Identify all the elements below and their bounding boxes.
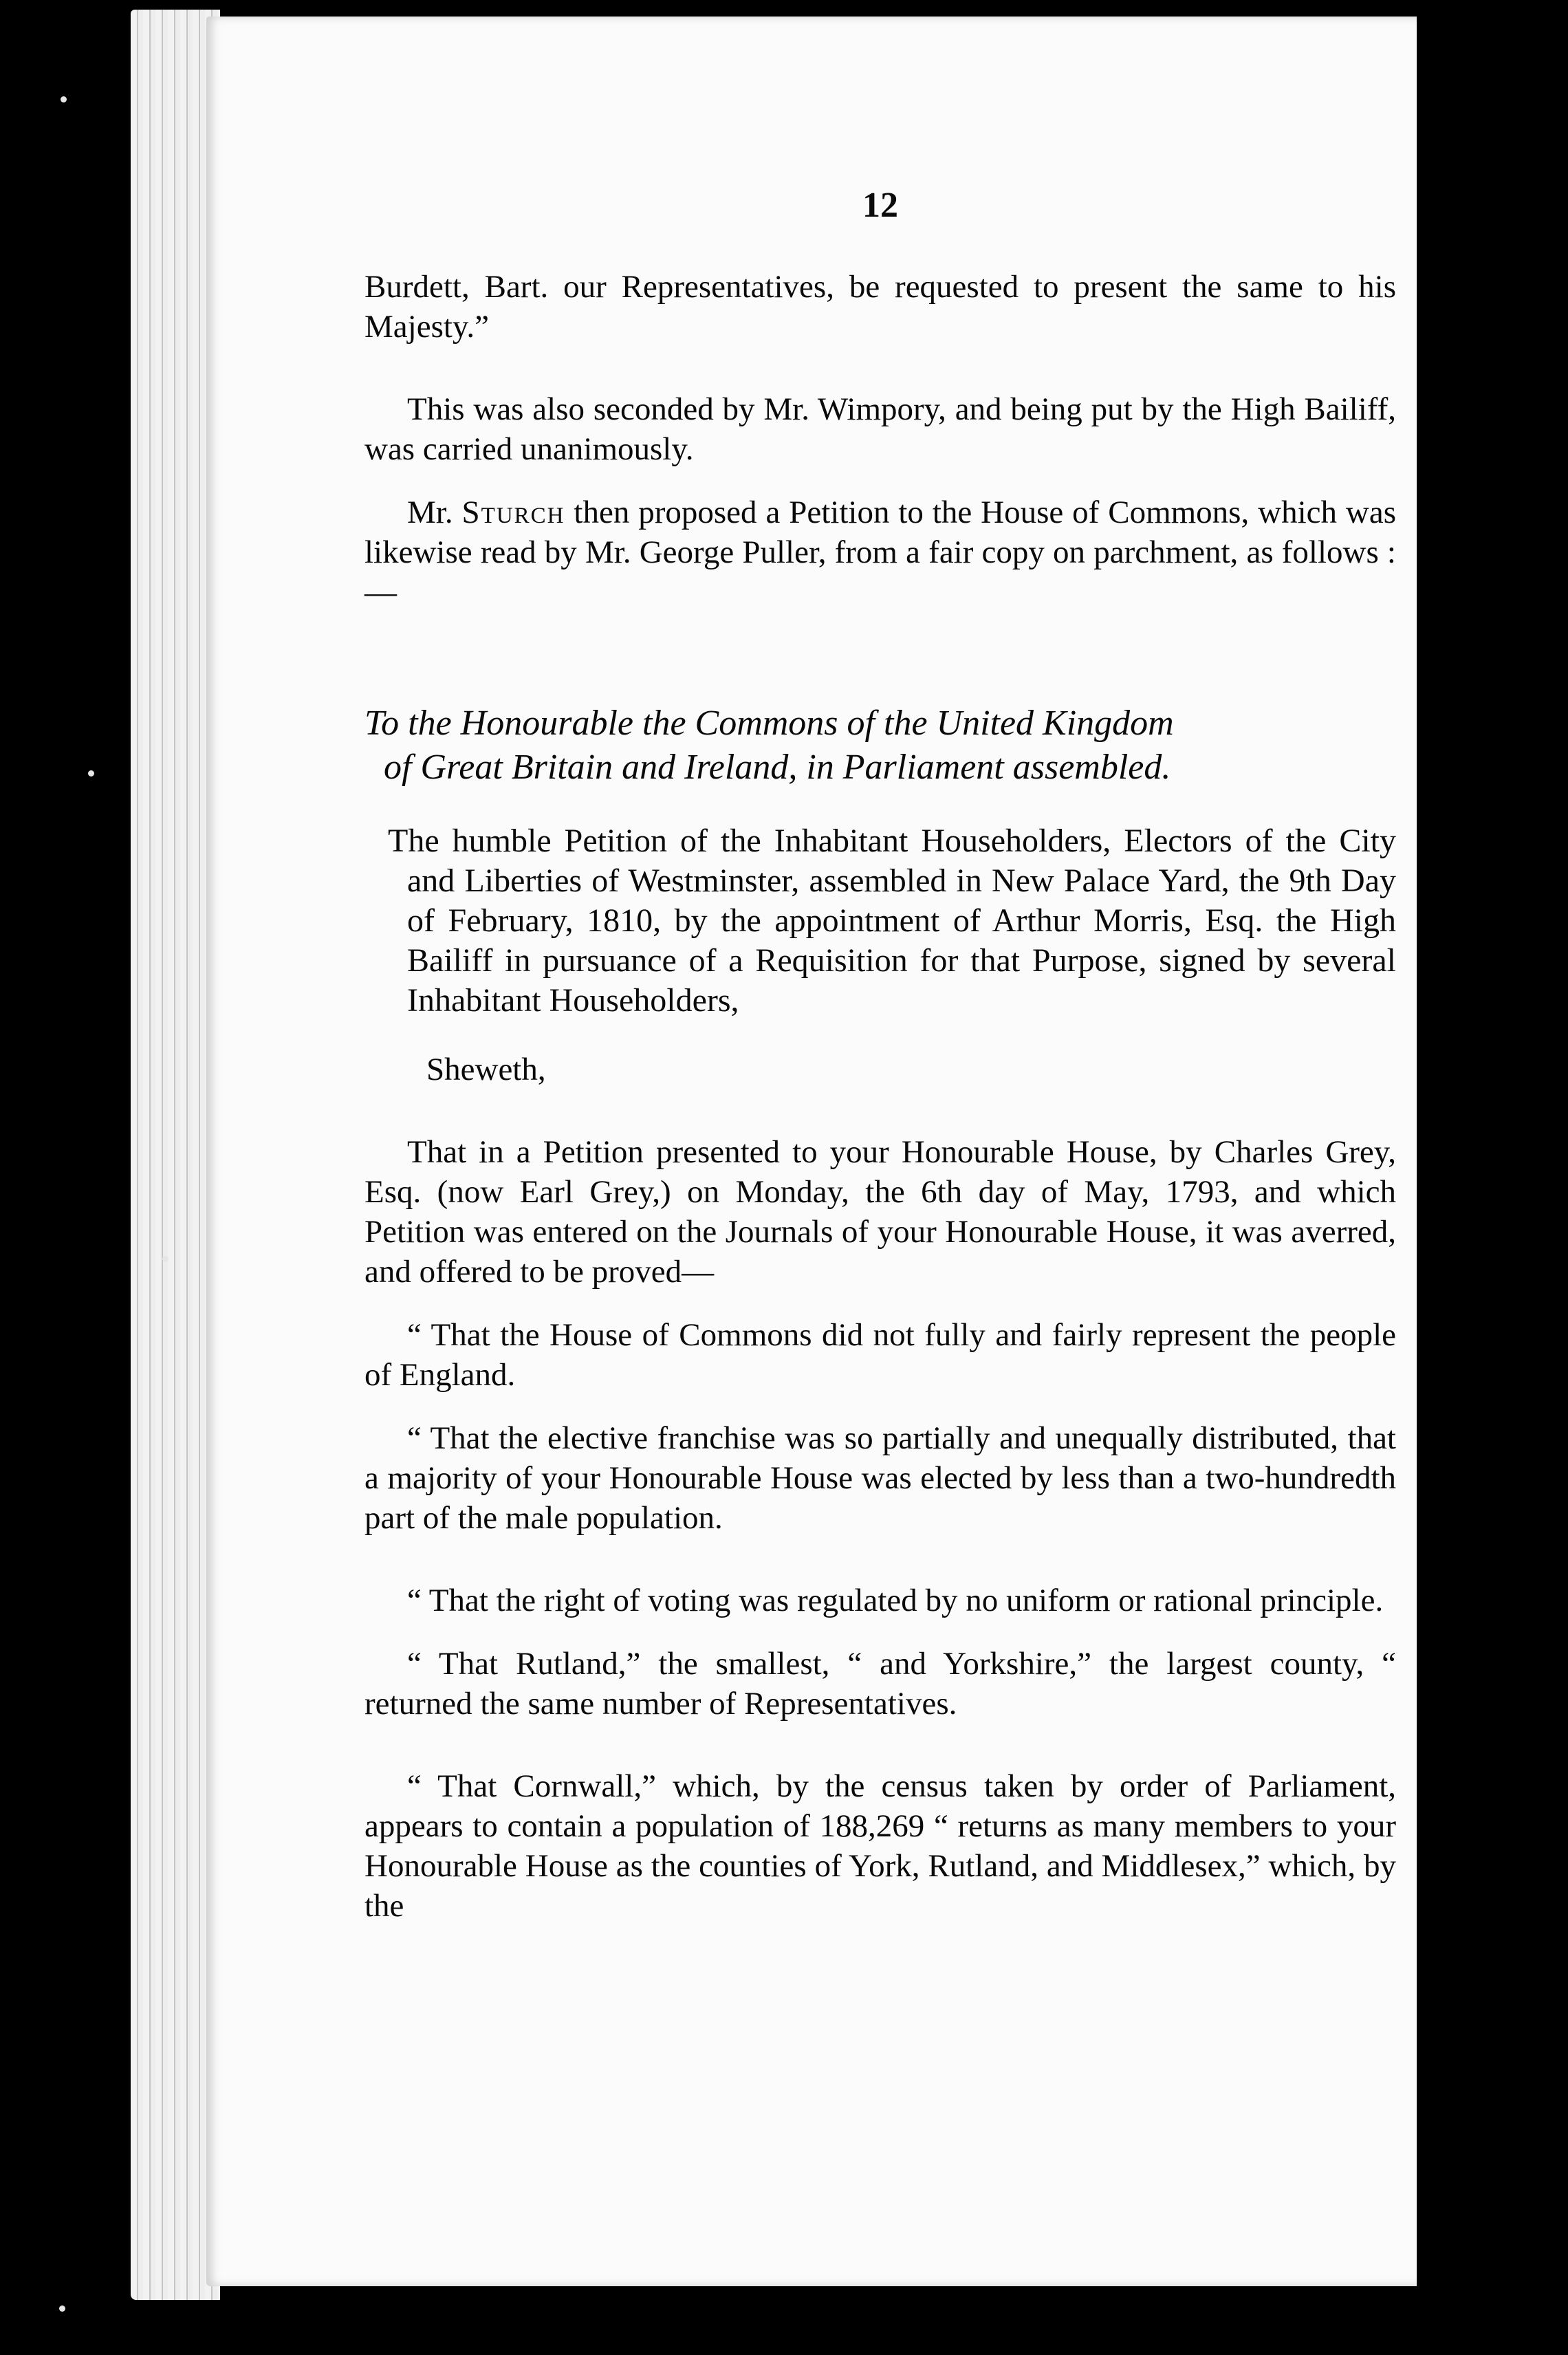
petitioners-paragraph: The humble Petition of the Inhabitant Householders, Electors of the City and Liberties of Westminster, assembled in New Palace Yard, the 9th Day of February, 1810, by the appointment of Arthur Morris, Esq. the High Bailiff in pursuance of a Requisition for that Purpose, signed by several Inhabitant Householders, [388,823,1396,1019]
paragraph-continuation: Burdett, Bart. our Representatives, be requested to present the same to his Majesty.” [364,269,1396,345]
paragraph-right-of-voting: “ That the right of voting was regulated by no uniform or rational principle. [407,1583,1384,1618]
paragraph-sturch-lead: Mr. [407,495,462,530]
petition-heading-line-1: To the Honourable the Commons of the United Kingdom [364,704,1174,743]
petition-heading [364,702,1396,790]
page-text [364,186,1396,1926]
paragraph-grey-petition: That in a Petition presented to your Honourable House, by Charles Grey, Esq. (now Earl Grey,) on Monday, the 6th day of May, 1793, and which Petition was entered on the Journals of your Honourable House, it was averred, and offered to be proved— [364,1134,1396,1290]
scan-border [1417,0,1568,2355]
petition-heading-line-2: of Great Britain and Ireland, in Parliament assembled. [384,748,1171,787]
paragraph-commons-not-fair: “ That the House of Commons did not fully and fairly represent the people of England. [364,1317,1396,1393]
dust-speck [61,96,67,102]
paragraph-franchise: “ That the elective franchise was so partially and unequally distributed, that a majority of your Honourable House was elected by less than a two-hundredth part of the male population. [364,1420,1396,1536]
page-number: 12 [862,186,898,225]
paragraph-sturch [364,492,1396,612]
paragraph-seconded: This was also seconded by Mr. Wimpory, and being put by the High Bailiff, was carried unanimously. [364,391,1396,467]
dust-speck [59,2305,65,2312]
dust-speck [88,770,94,777]
paragraph-rutland: “ That Rutland,” the smallest, “ and Yorkshire,” the largest county, “ returned the same number of Representatives. [364,1646,1396,1722]
sheweth: Sheweth, [426,1052,546,1087]
paragraph-cornwall: “ That Cornwall,” which, by the census taken by order of Parliament, appears to contain a population of 188,269 “ returns as many members to your Honourable House as the counties of York, Rutland, and Middlesex,” which, by the [364,1768,1396,1924]
sturch-name: Sturch [461,495,565,530]
dust-speck [162,1256,168,1262]
paragraph-sturch-rest: then proposed a Petition to the House of Commons, which was likewise read by Mr. George Puller, from a fair copy on parchment, as follows :— [364,495,1396,610]
